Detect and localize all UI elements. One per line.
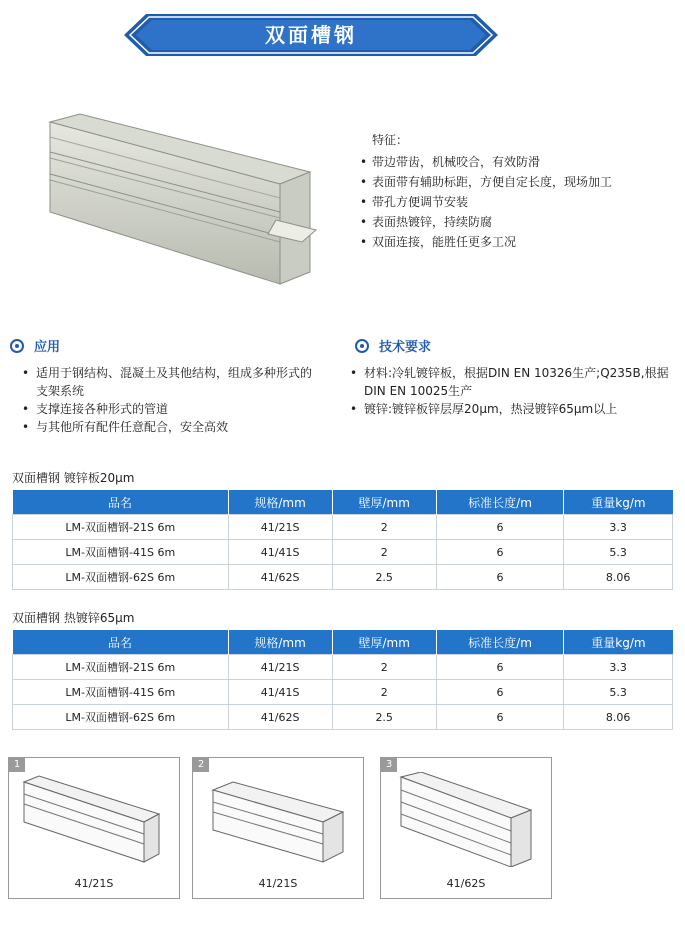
circle-bullet-icon (355, 339, 369, 353)
spec-table-galvanized (12, 490, 673, 590)
channel-thumbnail-icon (203, 772, 353, 867)
column-header: 壁厚/mm (332, 490, 436, 515)
column-header: 品名 (13, 490, 229, 515)
cell: LM-双面槽钢-41S 6m (13, 680, 229, 705)
thumbnail-1[interactable] (8, 757, 180, 899)
table-row (13, 515, 673, 540)
table-row (13, 540, 673, 565)
column-header: 壁厚/mm (332, 630, 436, 655)
cell: 41/62S (228, 565, 332, 590)
feature-item: • 表面带有辅助标距，方便自定长度，现场加工 (360, 172, 680, 192)
table-caption: 双面槽钢 镀锌板20μm (12, 471, 135, 485)
cell: 8.06 (564, 565, 673, 590)
cell: 3.3 (564, 655, 673, 680)
thumbnail-2[interactable] (192, 757, 364, 899)
column-header: 规格/mm (228, 490, 332, 515)
spec-table-hot-dip (12, 630, 673, 730)
feature-item: • 表面热镀锌，持续防腐 (360, 212, 680, 232)
page-title: 双面槽钢 (265, 23, 357, 47)
column-header: 规格/mm (228, 630, 332, 655)
thumbnail-caption: 41/21S (74, 877, 114, 890)
column-header: 重量kg/m (564, 630, 673, 655)
tech-heading (355, 336, 431, 355)
circle-bullet-icon (10, 339, 24, 353)
cell: 2 (332, 540, 436, 565)
application-list (22, 364, 312, 436)
table-row (13, 705, 673, 730)
table-row (13, 655, 673, 680)
cell: 5.3 (564, 680, 673, 705)
application-heading (10, 336, 60, 355)
table-caption: 双面槽钢 热镀锌65μm (12, 611, 135, 625)
cell: 6 (436, 515, 564, 540)
cell: LM-双面槽钢-21S 6m (13, 655, 229, 680)
cell: 41/21S (228, 655, 332, 680)
thumbnail-number: 3 (381, 758, 397, 772)
application-heading-label: 应用 (34, 340, 61, 355)
column-header: 标准长度/m (436, 630, 564, 655)
thumbnail-caption: 41/62S (446, 877, 486, 890)
cell: 2.5 (332, 705, 436, 730)
column-header: 品名 (13, 630, 229, 655)
title-banner (124, 14, 498, 56)
feature-item: • 双面连接，能胜任更多工况 (360, 232, 680, 252)
thumbnail-caption: 41/21S (258, 877, 298, 890)
column-header: 标准长度/m (436, 490, 564, 515)
table-row (13, 565, 673, 590)
channel-thumbnail-icon (19, 772, 169, 867)
channel-product-image (40, 112, 320, 292)
column-header: 重量kg/m (564, 490, 673, 515)
cell: 41/62S (228, 705, 332, 730)
application-item: • 适用于钢结构、混凝土及其他结构，组成多种形式的支架系统 (22, 364, 312, 400)
table-row (13, 680, 673, 705)
channel-thumbnail-icon (391, 772, 541, 867)
cell: LM-双面槽钢-41S 6m (13, 540, 229, 565)
cell: 2 (332, 680, 436, 705)
thumbnail-3[interactable] (380, 757, 552, 899)
features-heading: 特征： (372, 133, 409, 147)
cell: 5.3 (564, 540, 673, 565)
cell: 41/41S (228, 680, 332, 705)
tech-item: • 镀锌:镀锌板锌层厚20μm，热浸镀锌65μm以上 (350, 400, 680, 418)
features-block (360, 130, 680, 252)
tech-heading-label: 技术要求 (379, 340, 432, 355)
cell: LM-双面槽钢-62S 6m (13, 705, 229, 730)
thumbnail-number: 1 (9, 758, 25, 772)
feature-item: • 带边带齿，机械咬合，有效防滑 (360, 152, 680, 172)
cell: 41/21S (228, 515, 332, 540)
thumbnail-number: 2 (193, 758, 209, 772)
cell: 41/41S (228, 540, 332, 565)
cell: 8.06 (564, 705, 673, 730)
cell: 6 (436, 655, 564, 680)
cell: LM-双面槽钢-62S 6m (13, 565, 229, 590)
feature-item: • 带孔方便调节安装 (360, 192, 680, 212)
application-item: • 支撑连接各种形式的管道 (22, 400, 312, 418)
cell: 2 (332, 655, 436, 680)
cell: 6 (436, 680, 564, 705)
tech-item: • 材料:冷轧镀锌板，根据DIN EN 10326生产;Q235B,根据DIN EN 10025生产 (350, 364, 680, 400)
cell: 2 (332, 515, 436, 540)
cell: LM-双面槽钢-21S 6m (13, 515, 229, 540)
cell: 6 (436, 705, 564, 730)
cell: 6 (436, 565, 564, 590)
cell: 6 (436, 540, 564, 565)
cell: 2.5 (332, 565, 436, 590)
application-item: • 与其他所有配件任意配合，安全高效 (22, 418, 312, 436)
tech-list (350, 364, 680, 418)
cell: 3.3 (564, 515, 673, 540)
